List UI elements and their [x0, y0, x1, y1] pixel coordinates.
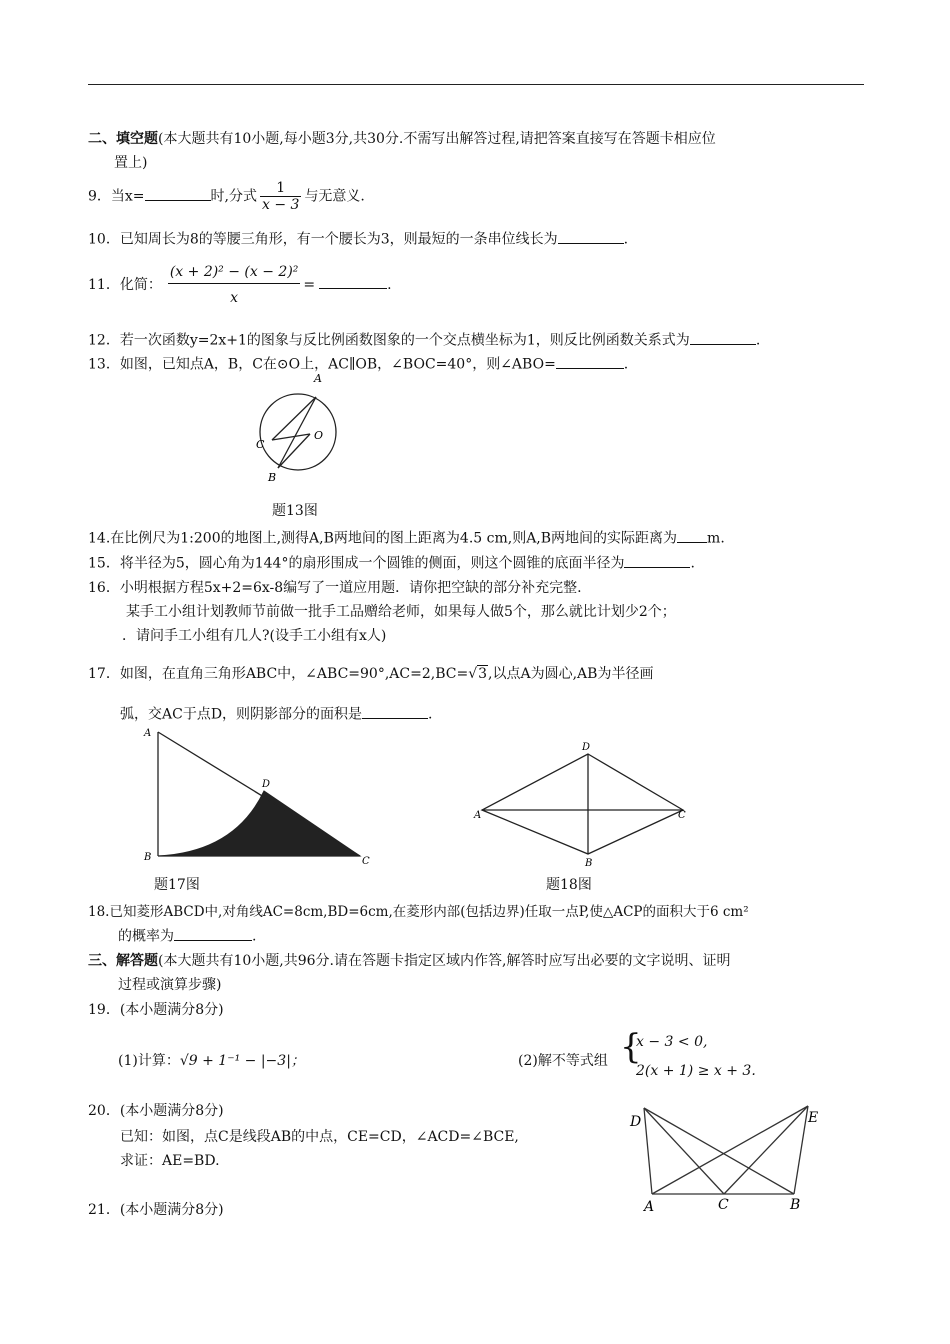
section2-heading [88, 128, 716, 148]
q17-blank [362, 703, 428, 719]
q17-suffix: ,以点A为圆心,AB为半径画 [488, 666, 654, 682]
fig13-label-a: A [314, 372, 322, 385]
section3-desc-cont: 过程或演算步骤) [118, 977, 222, 993]
q19-part1-label: (1)计算： [118, 1053, 180, 1069]
question-16-line1: 16．小明根据方程5x+2=6x-8编写了一道应用题．请你把空缺的部分补充完整. [88, 580, 582, 596]
q18-end: . [252, 928, 257, 945]
q9-denominator: x − 3 [262, 197, 300, 213]
question-20-line2: 求证：AE=BD. [120, 1153, 220, 1169]
question-12 [88, 329, 760, 350]
q11-end: . [387, 277, 392, 293]
q13-end: . [623, 356, 629, 373]
question-16-line2: 某手工小组计划教师节前做一批手工品赠给老师，如果每人做5个，那么就比计划少2个； [126, 604, 676, 620]
fig20-label-a: A [644, 1199, 655, 1215]
fig13-label-o: O [314, 429, 324, 442]
q15-end: . [690, 555, 695, 572]
q19-system-brace: { [620, 1027, 642, 1067]
question-9 [88, 180, 365, 213]
q17-end: . [428, 706, 433, 723]
q11-denominator: x [168, 283, 301, 306]
section2-title: 二、填空题 [88, 131, 158, 147]
figure-20 [622, 1098, 827, 1216]
fig20-label-e: E [808, 1110, 819, 1126]
fig20-segment-ea [652, 1106, 808, 1194]
q9-fraction [260, 180, 301, 213]
question-18-line2 [118, 925, 256, 946]
fig18-label-a: A [474, 810, 482, 821]
question-20-line1: 已知：如图，点C是线段AB的中点，CE=CD，∠ACD=∠BCE, [120, 1129, 519, 1145]
q14-end: m. [707, 530, 725, 547]
q17-prefix: 17．如图，在直角三角形ABC中，∠ABC=90°,AC=2,BC= [88, 666, 469, 682]
question-17 [88, 663, 653, 683]
figure-13-caption: 题13图 [272, 503, 318, 519]
fig20-label-b: B [790, 1197, 801, 1213]
figure-17 [140, 724, 375, 869]
q12-end: . [755, 332, 761, 349]
question-16-line3: ．请问手工小组有几人?(设手工小组有x人) [122, 628, 387, 644]
section3-title: 三、解答题 [88, 953, 158, 969]
fig13-label-b: B [268, 471, 277, 484]
fig17-label-a: A [144, 728, 152, 739]
q9-mid: 时,分式 [210, 188, 257, 205]
fig18-label-c: C [678, 810, 686, 821]
fig20-label-c: C [718, 1197, 729, 1213]
q17-sqrt-radicand: 3 [478, 666, 488, 682]
q18-blank [174, 925, 252, 941]
question-19-part2-label: (2)解不等式组 [518, 1053, 608, 1069]
q11-blank [319, 273, 387, 289]
q9-prefix: 9．当x= [88, 188, 145, 205]
q15-text: 15．将半径为5，圆心角为144°的扇形围成一个圆锥的侧面，则这个圆锥的底面半径为 [88, 555, 625, 572]
q19-system-line2: 2(x + 1) ≥ x + 3. [636, 1063, 756, 1079]
fig13-label-c: C [256, 438, 265, 451]
q9-suffix: 与无意义. [304, 188, 365, 205]
question-13 [88, 353, 628, 374]
fig17-label-b: B [144, 852, 152, 863]
q11-numerator: (x + 2)² − (x − 2)² [169, 264, 299, 280]
section2-desc-cont: 置上) [114, 155, 148, 171]
section3-heading [88, 950, 730, 970]
q11-fraction [168, 264, 301, 306]
q14-text: 14.在比例尺为1:200的地图上,测得A,B两地间的图上距离为4.5 cm,则A,B两地间的实际距离为 [88, 530, 678, 547]
q10-end: . [623, 231, 629, 248]
q14-blank [677, 527, 707, 543]
q9-numerator: 1 [276, 180, 286, 196]
figure-18 [470, 738, 695, 870]
q12-blank [690, 329, 756, 345]
fig17-label-c: C [362, 856, 370, 867]
question-17-line2 [120, 703, 433, 724]
q13-text: 13．如图，已知点A，B，C在⊙O上，AC∥OB，∠BOC=40°，则∠ABO= [88, 356, 556, 373]
section3-desc: (本大题共有10小题,共96分.请在答题卡指定区域内作答,解答时应写出必要的文字说明、证明 [158, 953, 731, 969]
q12-text: 12．若一次函数y=2x+1的图象与反比例函数图象的一个交点横坐标为1，则反比例函数关系式为 [88, 332, 690, 349]
q11-equals: = [303, 277, 316, 293]
question-18-line1: 18.已知菱形ABCD中,对角线AC=8cm,BD=6cm,在菱形内部(包括边界)任取一点P,使△ACP的面积大于6 cm² [88, 904, 749, 920]
q18-line2-text: 的概率为 [118, 928, 174, 945]
question-10 [88, 228, 628, 249]
q15-blank [624, 552, 690, 568]
q17-sqrt: √3 [468, 666, 488, 682]
q10-blank [558, 228, 624, 244]
section2-desc: (本大题共有10小题,每小题3分,共30分.不需写出解答过程,请把答案直接写在答题卡相应位 [158, 131, 716, 147]
fig20-segment-ad [644, 1108, 652, 1194]
q19-part1-expression: √9 + 1⁻¹ − |−3|； [179, 1053, 305, 1069]
fig18-label-d: D [582, 742, 591, 753]
q19-system-line1: x − 3 < 0, [636, 1034, 708, 1050]
top-rule [88, 84, 864, 85]
question-21-title: 21．(本小题满分8分) [88, 1202, 224, 1218]
fig17-shaded-region [158, 791, 360, 856]
fig20-segment-dc [644, 1108, 724, 1194]
fig18-rhombus [482, 754, 683, 854]
question-19-part1 [118, 1050, 305, 1070]
fig17-label-d: D [262, 779, 271, 790]
q11-prefix: 11．化简： [88, 277, 162, 293]
fig20-label-d: D [630, 1114, 642, 1130]
q17-line2-text: 弧，交AC于点D，则阴影部分的面积是 [120, 706, 363, 723]
fig18-label-b: B [585, 858, 593, 869]
q9-blank [145, 185, 211, 201]
q10-text: 10．已知周长为8的等腰三角形，有一个腰长为3，则最短的一条串位线长为 [88, 231, 558, 248]
question-15 [88, 552, 695, 573]
fig20-segment-ec [724, 1106, 808, 1194]
question-19-title: 19．(本小题满分8分) [88, 1002, 224, 1018]
question-14 [88, 527, 725, 548]
q13-blank [556, 353, 624, 369]
question-11 [88, 264, 392, 306]
figure-17-caption: 题17图 [154, 877, 200, 893]
fig20-segment-db [644, 1108, 794, 1194]
question-20-title: 20．(本小题满分8分) [88, 1103, 224, 1119]
figure-13 [248, 370, 353, 488]
fig13-line-ab [278, 397, 316, 468]
figure-18-caption: 题18图 [546, 877, 592, 893]
